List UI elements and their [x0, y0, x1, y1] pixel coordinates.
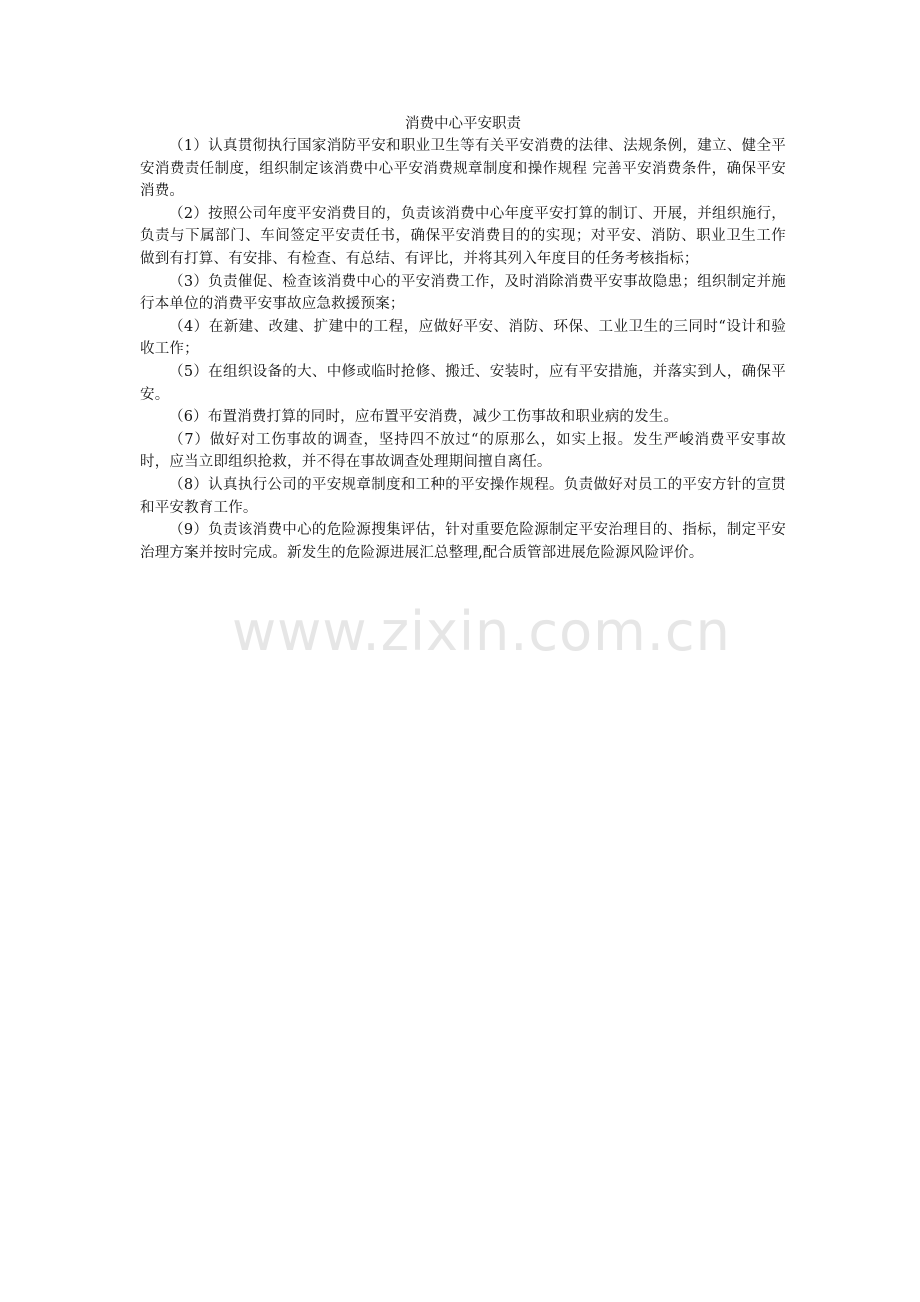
paragraph-9: （9）负责该消费中心的危险源搜集评估，针对重要危险源制定平安治理目的、指标，制定平安治理方案并按时完成。新发生的危险源进展汇总整理,配合质管部进展危险源风险评价。 [140, 522, 786, 561]
watermark: www.zixin.com.cn [232, 600, 731, 663]
paragraph-1: （1）认真贯彻执行国家消防平安和职业卫生等有关平安消费的法律、法规条例，建立、健全平安消费责任制度，组织制定该消费中心平安消费规章制度和操作规程 完善平安消费条件，确保平安消费。 [140, 138, 786, 200]
paragraph-3: （3）负责催促、检查该消费中心的平安消费工作，及时消除消费平安事故隐患；组织制定并施行本单位的消费平安事故应急救援预案； [140, 273, 786, 313]
paragraph-8: （8）认真执行公司的平安规章制度和工种的平安操作规程。负责做好对员工的平安方针的宣贯和平安教育工作。 [140, 476, 786, 516]
paragraph-2: （2）按照公司年度平安消费目的，负责该消费中心年度平安打算的制订、开展，并组织施行，负责与下属部门、车间签定平安责任书，确保平安消费目的的实现；对平安、消防、职业卫生工作做到有打算、有安排、有检查、有总结、有评比，并将其列入年度目的任务考核指标； [140, 205, 786, 267]
paragraph-5: （5）在组织设备的大、中修或临时抢修、搬迁、安装时，应有平安措施，并落实到人，确保平安。 [140, 363, 786, 403]
paragraph-7: （7）做好对工伤事故的调查，坚持四不放过“的原那么，如实上报。发生严峻消费平安事故时，应当立即组织抢救，并不得在事故调查处理期间擅自离任。 [140, 431, 786, 471]
paragraph-6: （6）布置消费打算的同时，应布置平安消费，减少工伤事故和职业病的发生。 [169, 409, 679, 426]
document-title: 消费中心平安职责 [405, 116, 521, 132]
paragraph-4: （4）在新建、改建、扩建中的工程，应做好平安、消防、环保、工业卫生的三同时“设计和验收工作； [140, 318, 786, 358]
document-body [140, 113, 786, 564]
